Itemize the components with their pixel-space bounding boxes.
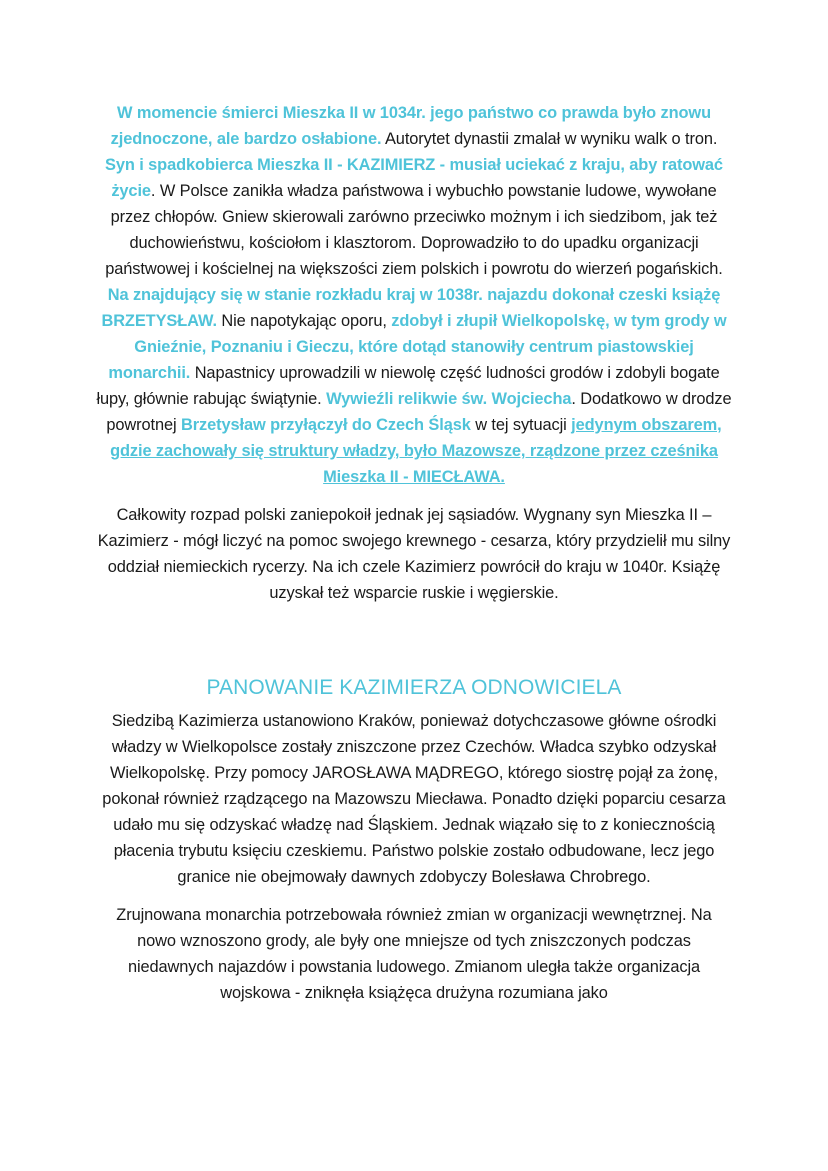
intro-paragraph bbox=[96, 100, 732, 490]
body-text: w tej sytuacji bbox=[470, 416, 572, 434]
body-text: . W Polsce zanikła władza państwowa i wybuchło powstanie ludowe, wywołane przez chłopów. Gniew skierowali zarówno przeciwko możnym i ich siedzibom, jak też duchowieństwu, kościołom i klasztorom. Doprowadziło to do upadku organizacji państwowej i kościelnej na większości ziem polskich i powrotu do wierzeń pogańskich. bbox=[105, 182, 723, 278]
krakow-paragraph: Siedzibą Kazimierza ustanowiono Kraków, ponieważ dotychczasowe główne ośrodki władzy w Wielkopolsce zostały zniszczone przez Czechów. Władca szybko odzyskał Wielkopolskę. Przy pomocy JAROSŁAWA MĄDREGO, którego siostrę pojął za żonę, pokonał również rządzącego na Mazowszu Miecława. Ponadto dzięki poparciu cesarza udało mu się odzyskać władzę nad Śląskiem. Jednak wiązało się to z koniecznością płacenia trybutu księciu czeskiemu. Państwo polskie zostało odbudowane, lecz jego granice nie obejmowały dawnych zdobyczy Bolesława Chrobrego. bbox=[102, 712, 726, 886]
highlight-text: Syn i spadkobierca Mieszka II - KAZIMIERZ - musiał uciekać z kraju, aby ratować życie bbox=[105, 156, 723, 200]
body-text: Autorytet dynastii zmalał w wyniku walk o tron. bbox=[381, 130, 718, 148]
document-page bbox=[96, 100, 732, 1006]
highlight-text: Na znajdujący się w stanie rozkładu kraj w 1038r. najazdu dokonał czeski książę BRZETYSŁAW. bbox=[101, 286, 721, 330]
reorganization-paragraph: Zrujnowana monarchia potrzebowała również zmian w organizacji wewnętrznej. Na nowo wznoszono grody, ale były one mniejsze od tych zniszczonych podczas niedawnych najazdów i powstania ludowego. Zmianom uległa także organizacja wojskowa - zniknęła książęca drużyna rozumiana jako bbox=[116, 906, 712, 1002]
section-heading: PANOWANIE KAZIMIERZA ODNOWICIELA bbox=[206, 676, 622, 699]
highlight-underlined-text: jedynym obszarem, gdzie zachowały się struktury władzy, było Mazowsze, rządzone przez cześnika Mieszka II - MIECŁAWA. bbox=[110, 416, 722, 486]
highlight-text: W momencie śmierci Mieszka II w 1034r. jego państwo co prawda było znowu zjednoczone, ale bardzo osłabione. bbox=[110, 104, 711, 148]
restoration-paragraph: Całkowity rozpad polski zaniepokoił jednak jej sąsiadów. Wygnany syn Mieszka II – Kazimierz - mógł liczyć na pomoc swojego krewnego - cesarza, który przydzielił mu silny oddział niemieckich rycerzy. Na ich czele Kazimierz powrócił do kraju w 1040r. Książę uzyskał też wsparcie ruskie i węgierskie. bbox=[97, 506, 731, 602]
body-text: Nie napotykając oporu, bbox=[216, 312, 392, 330]
highlight-text: zdobył i złupił Wielkopolskę, w tym grody w Gnieźnie, Poznaniu i Gieczu, które dotąd stanowiły centrum piastowskiej monarchii. bbox=[108, 312, 727, 382]
highlight-text: Brzetysław przyłączył do Czech Śląsk bbox=[181, 416, 471, 434]
body-text: . Dodatkowo w drodze powrotnej bbox=[106, 390, 732, 434]
highlight-text: Wywieźli relikwie św. Wojciecha bbox=[326, 390, 572, 408]
body-text: Napastnicy uprowadzili w niewolę część ludności grodów i zdobyli bogate łupy, głównie rabując świątynie. bbox=[96, 364, 720, 408]
